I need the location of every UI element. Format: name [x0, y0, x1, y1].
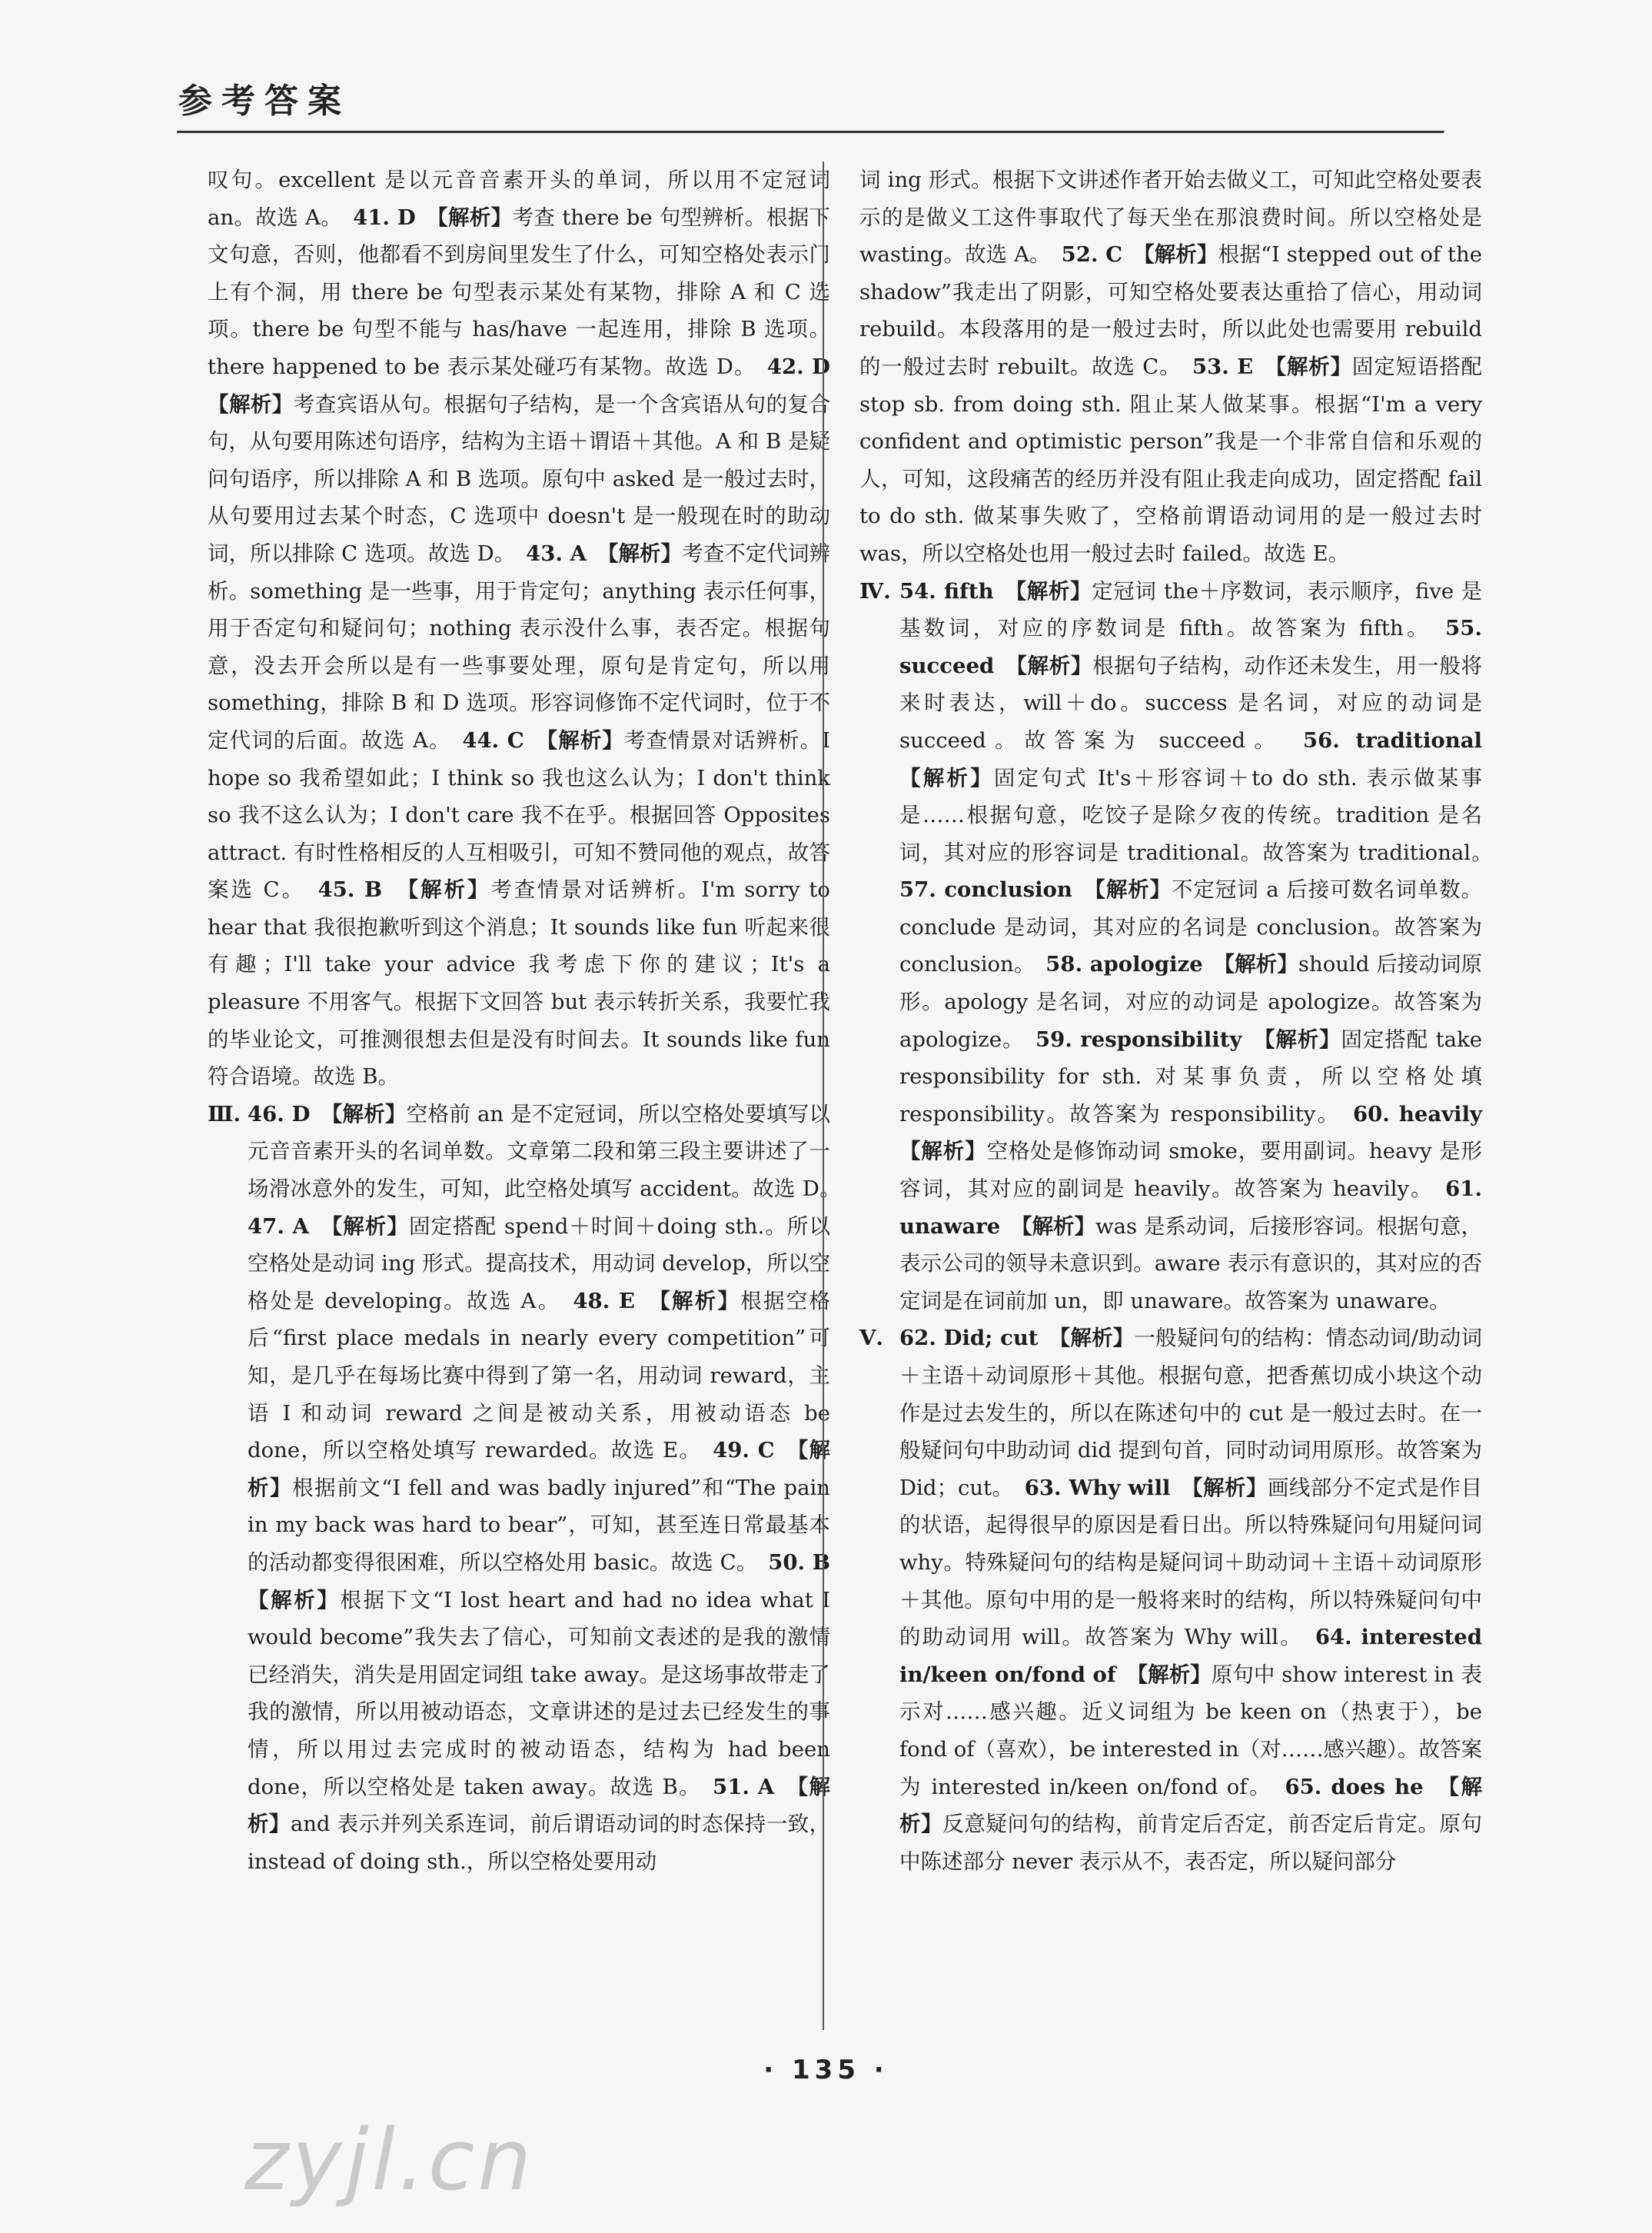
- analysis-tag: 【解析】: [1192, 1475, 1268, 1500]
- page-number: · 135 ·: [763, 2055, 889, 2085]
- answer-paragraph: [208, 161, 830, 1096]
- analysis-tag: 【解析】: [248, 1438, 831, 1500]
- answer-key: 42. D: [766, 354, 831, 379]
- explanation-text: [1072, 877, 1095, 902]
- explanation-text: [1170, 1476, 1192, 1500]
- explanation-text: [1039, 1326, 1060, 1350]
- explanation-text: [1203, 952, 1225, 977]
- answer-key: 54. fifth: [899, 578, 994, 604]
- explanation-text: [416, 205, 437, 230]
- explanation-text: 考查情景对话辨析。I'm sorry to hear that 我很抱歉听到这个消息；It sounds like fun 听起来很有趣；I'll take your advice 我考虑下你的建议；It's a pleasure 不用客气。根据下文回答 but 表示转折关系，我要忙我的毕业论文，可推测很想去但是没有时间去。It sounds like fun 符合语境。故选 B。: [208, 877, 830, 1090]
- analysis-tag: 【解析】: [407, 877, 491, 903]
- analysis-tag: 【解析】: [331, 1101, 407, 1126]
- explanation-text: 根据前文“I fell and was badly injured”和“The pain in my back was hard to bear”，可知，甚至连日常最基本的活动都变得很困难，所以空格处用 basic。故选 C。: [248, 1475, 831, 1575]
- explanation-text: [994, 579, 1016, 604]
- explanation-text: [382, 877, 407, 902]
- explanation-text: 空格处是修饰动词 smoke，要用副词。heavy 是形容词，其对应的副词是 heavily。故答案为 heavily。: [899, 1139, 1483, 1202]
- section-number: Ⅳ.: [859, 578, 891, 604]
- analysis-tag: 【解析】: [331, 1213, 409, 1239]
- explanation-text: [830, 354, 852, 379]
- explanation-text: [309, 1214, 332, 1239]
- explanation-text: 考查宾语从句。根据句子结构，是一个含宾语从句的复合句，从句要用陈述句语序，结构为主语＋谓语＋其他。A 和 B 是疑问句语序，所以排除 A 和 B 选项。原句中 asked 是一般过去时，从句要用过去某个时态，C 选项中 doesn't 是一般现在时的助动词，所以排除 C 选项。故选 D。: [208, 391, 831, 566]
- answer-key: 62. Did; cut: [899, 1326, 1039, 1351]
- answer-key: 46. D: [248, 1101, 311, 1126]
- analysis-tag: 【解析】: [1016, 653, 1093, 678]
- explanation-text: 原句中 show interest in 表示对……感兴趣。近义词组为 be keen on（热衷于），be fond of（喜欢），be interested in（对……感兴趣）。故答案为 interested in/keen on/fond of。: [899, 1662, 1482, 1799]
- analysis-tag: 【解析】: [1137, 1662, 1212, 1687]
- answer-key: 44. C: [462, 727, 524, 753]
- explanation-text: and 表示并列关系连词，前后谓语动词的时态保持一致，instead of doing sth.，所以空格处要用动: [248, 1812, 831, 1874]
- explanation-text: [311, 1102, 332, 1126]
- answer-key: 47. A: [248, 1213, 309, 1239]
- page-header-title: 参考答案: [178, 82, 351, 121]
- explanation-text: [635, 1289, 660, 1313]
- explanation-text: 考查情景对话辨析。I hope so 我希望如此；I think so 我也这么认为；I don't think so 我不这么认为；I don't care 我不在乎。根据回答 Opposites attract. 有时性格相反的人互相吸引，可知不赞同他的观点，故答案选 C。: [208, 727, 830, 903]
- column-divider: [823, 161, 824, 2030]
- answer-paragraph: [859, 573, 1504, 1320]
- explanation-text: 考查 there be 句型辨析。根据下文句意，否则，他都看不到房间里发生了什么，可知空格处表示门上有个洞，用 there be 句型表示某处有某物，排除 A 和 C 选项。there be 句型不能与 has/have 一起连用，排除 B 选项。there happened to be 表示某处碰巧有某物。故选 D。: [208, 205, 831, 379]
- explanation-text: [1482, 1102, 1504, 1126]
- right-column: [859, 161, 1504, 1880]
- explanation-text: should 后接动词原形。apology 是名词，对应的动词是 apologize。故答案为 apologize。: [899, 952, 1483, 1052]
- watermark: zyjl.cn: [244, 2111, 535, 2209]
- explanation-text: 固定搭配 spend＋时间＋doing sth.。所以空格处是动词 ing 形式。提高技术，用动词 develop，所以空格处是 developing。故选 A。: [248, 1213, 830, 1313]
- answer-key: 43. A: [526, 541, 587, 566]
- answer-key: 59. responsibility: [1035, 1027, 1242, 1052]
- explanation-text: [1116, 1662, 1138, 1687]
- explanation-text: [524, 728, 547, 753]
- answer-key: 61. unaware: [899, 1176, 1482, 1239]
- explanation-text: 固定句式 It's＋形容词＋to do sth. 表示做某事是……根据句意，吃饺子是除夕夜的传统。tradition 是名词，其对应的形容词是 traditional。故答案为 traditional。: [899, 765, 1504, 865]
- answer-key: 41. D: [353, 205, 416, 230]
- analysis-tag: 【解析】: [1143, 242, 1218, 268]
- explanation-text: [774, 1775, 797, 1799]
- analysis-tag: 【解析】: [1015, 578, 1092, 604]
- explanation-text: 根据空格后“first place medals in nearly every competition”可知，是几乎在每场比赛中得到了第一名，用动词 reward，主语 I 和动词 reward 之间是被动关系，用被动语态 be done，所以空格处填写 rewarded。故选 E。: [248, 1288, 830, 1463]
- answer-paragraph: [859, 161, 1482, 573]
- explanation-text: [1424, 1775, 1449, 1799]
- analysis-tag: 【解析】: [1264, 1027, 1341, 1052]
- analysis-tag: 【解析】: [1224, 952, 1298, 977]
- answer-key: 52. C: [1061, 242, 1123, 268]
- analysis-tag: 【解析】: [899, 1139, 987, 1164]
- explanation-text: 固定短语搭配 stop sb. from doing sth. 阻止某人做某事。根据“I'm a very confident and optimistic person”我是一个非常自信和乐观的人，可知，这段痛苦的经历并没有阻止我走向成功，固定搭配 fail to do sth. 做某事失败了，空格前谓语动词用的是一般过去时 was，所以空格处也用一般过去时 failed。故选 E。: [859, 354, 1483, 566]
- explanation-text: 考查不定代词辨析。something 是一些事，用于肯定句；anything 表示任何事，用于否定句和疑问句；nothing 表示没什么事，表否定。根据句意，没去开会所以是有一些事要处理，原句是肯定句，所以用 something，排除 B 和 D 选项。形容词修饰不定代词时，位于不定代词的后面。故选 A。: [208, 541, 831, 753]
- explanation-text: [587, 541, 608, 566]
- answer-paragraph: [859, 1320, 1482, 1880]
- answer-key: 50. B: [768, 1549, 830, 1575]
- analysis-tag: 【解析】: [208, 391, 294, 417]
- explanation-text: 一般疑问句的结构：情态动词/助动词＋主语＋动词原形＋其他。根据句意，把香蕉切成小块这个动作是过去发生的，所以在陈述句中的 cut 是一般过去时。在一般疑问句中助动词 did 提到句首，同时动词用原形。故答案为 Did；cut。: [899, 1326, 1482, 1500]
- answer-key: 60. heavily: [1352, 1101, 1482, 1126]
- explanation-text: [1122, 242, 1144, 267]
- answer-paragraph: [208, 1096, 852, 1880]
- explanation-text: [830, 1550, 852, 1575]
- header-rule: [177, 131, 1444, 134]
- explanation-text: 固定搭配 take responsibility for sth. 对某事负责，所以空格处填 responsibility。故答案为 responsibility。: [899, 1027, 1483, 1126]
- explanation-text: 反意疑问句的结构，前肯定后否定，前否定后肯定。原句中陈述部分 never 表示从不，表否定，所以疑问部分: [899, 1812, 1483, 1874]
- answer-key: 58. apologize: [1045, 952, 1203, 977]
- analysis-tag: 【解析】: [248, 1587, 341, 1612]
- analysis-tag: 【解析】: [1095, 877, 1172, 903]
- explanation-text: 根据句子结构，动作还未发生，用一般将来时表达，will＋do。success 是名词，对应的动词是 succeed。故答案为 succeed。: [899, 653, 1483, 753]
- explanation-text: was 是系动词，后接形容词。根据句意，表示公司的领导未意识到。aware 表示有意识的，其对应的否定词是在词前加 un，即 unaware。故答案为 unaware。: [899, 1213, 1482, 1313]
- explanation-text: [1482, 728, 1504, 753]
- analysis-tag: 【解析】: [1021, 1213, 1096, 1239]
- analysis-tag: 【解析】: [899, 1774, 1483, 1837]
- analysis-tag: 【解析】: [437, 205, 513, 230]
- explanation-text: [1253, 354, 1275, 379]
- explanation-text: [1241, 1027, 1264, 1052]
- analysis-tag: 【解析】: [547, 727, 624, 753]
- explanation-text: 画线部分不定式是作目的状语，起得很早的原因是看日出。所以特殊疑问句用疑问词 why。特殊疑问句的结构是疑问词＋助动词＋主语＋动词原形＋其他。原句中用的是一般将来时的结构，所以特殊疑问句中的助动词用 will。故答案为 Why will。: [899, 1475, 1483, 1650]
- explanation-text: 叹句。excellent 是以元音音素开头的单词，所以用不定冠词 an。故选 A。: [208, 168, 830, 230]
- answer-key: 48. E: [573, 1288, 635, 1313]
- explanation-text: 定冠词 the＋序数词，表示顺序，five 是基数词，对应的序数词是 fifth。故答案为 fifth。: [899, 578, 1483, 641]
- left-column: [208, 161, 852, 1880]
- analysis-tag: 【解析】: [1275, 354, 1352, 379]
- answer-key: 56. traditional: [1302, 727, 1482, 753]
- explanation-text: 不定冠词 a 后接可数名词单数。conclude 是动词，其对应的名词是 conclusion。故答案为 conclusion。: [899, 877, 1483, 977]
- section-number: Ⅴ.: [859, 1326, 883, 1351]
- section-number: Ⅲ.: [208, 1101, 241, 1126]
- analysis-tag: 【解析】: [607, 541, 683, 566]
- answer-key: 53. E: [1192, 354, 1254, 379]
- explanation-text: [1000, 1214, 1022, 1239]
- analysis-tag: 【解析】: [248, 1774, 831, 1837]
- explanation-text: 空格前 an 是不定冠词，所以空格处要填写以元音音素开头的名词单数。文章第二段和第三段主要讲述了一场滑冰意外的发生，可知，此空格处填写 accident。故选 D。: [248, 1101, 852, 1202]
- analysis-tag: 【解析】: [899, 765, 994, 790]
- explanation-text: [994, 654, 1016, 678]
- explanation-text: 根据下文“I lost heart and had no idea what I would become”我失去了信心，可知前文表述的是我的激情已经消失，消失是用固定词组 take away。是这场事故带走了我的激情，所以用被动语态，文章讲述的是过去已经发生的事情，所以用过去完成时的被动语态，结构为 had been done，所以空格处是 taken away。故选 B。: [248, 1587, 831, 1799]
- answer-key: 49. C: [713, 1438, 775, 1463]
- answer-key: 45. B: [317, 877, 383, 903]
- answer-key: 55. succeed: [899, 616, 1482, 678]
- answer-key: 64. interested in/keen on/fond of: [899, 1625, 1483, 1687]
- answer-key: 63. Why will: [1024, 1475, 1171, 1500]
- explanation-text: 词 ing 形式。根据下文讲述作者开始去做义工，可知此空格处要表示的是做义工这件事取代了每天坐在那浪费时间。所以空格处是 wasting。故选 A。: [859, 168, 1482, 268]
- answer-key: 57. conclusion: [899, 877, 1072, 903]
- analysis-tag: 【解析】: [1059, 1326, 1135, 1351]
- analysis-tag: 【解析】: [660, 1288, 741, 1313]
- explanation-text: [775, 1438, 798, 1463]
- explanation-text: 根据“I stepped out of the shadow”我走出了阴影，可知空格处要表达重拾了信心，用动词 rebuild。本段落用的是一般过去时，所以此处也需要用 rebuild 的一般过去时 rebuilt。故选 C。: [859, 242, 1483, 379]
- answer-key: 51. A: [713, 1774, 775, 1799]
- answer-key: 65. does he: [1285, 1774, 1424, 1799]
